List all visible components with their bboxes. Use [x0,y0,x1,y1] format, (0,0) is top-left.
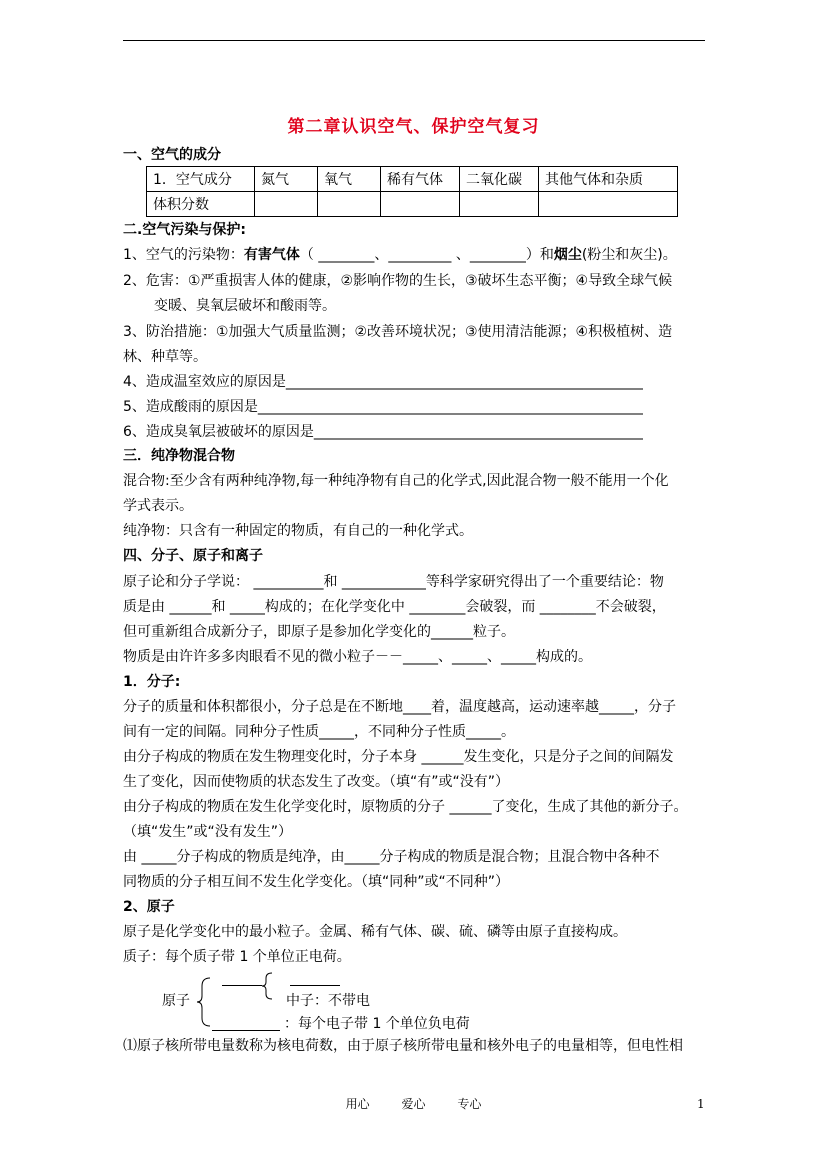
paragraph-line: 间有一定的间隔。同种分子性质_____，不同种分子性质_____。 [123,724,515,740]
paragraph-line: 变暖、臭氧层破坏和酸雨等。 [154,298,336,314]
paragraph-line: 同物质的分子相互间不发生化学变化。（填“同种”或“不同种”） [123,874,510,890]
paragraph-line: 林、种草等。 [123,349,207,365]
atom-label: 原子 [162,993,190,1009]
table-cell: 氧气 [318,167,381,192]
text: （ ________、_________ 、________）和 [299,247,554,263]
paragraph-line: 但可重新组合成新分子，即原子是参加化学变化的______粒子。 [123,624,515,640]
answer-blank [290,985,340,986]
section-2-heading: 二.空气污染与保护: [123,222,246,238]
air-composition-table [146,166,678,217]
question-line: 4、造成温室效应的原因是___________________________________________________ [123,374,643,390]
question-line: 5、造成酸雨的原因是_______________________________________________________ [123,399,643,415]
section-4-heading: 四、分子、原子和离子 [123,548,263,564]
question-line: 6、造成臭氧层被破坏的原因是_______________________________________________ [123,424,643,440]
paragraph-line: 质是由 ______和 _____构成的；在化学变化中 ________会破裂，而 ________不会破裂， [123,599,666,615]
answer-blank [212,1030,280,1031]
paragraph-line: 由分子构成的物质在发生物理变化时，分子本身 ______发生变化，只是分子之间的间隔发 [123,749,674,765]
answer-blank [222,985,262,986]
table-cell [381,192,460,217]
table-cell: 1．空气成分 [147,167,255,192]
paragraph-line: 物质是由许许多多肉眼看不见的微小粒子－－_____、_____、_____构成的。 [123,649,592,665]
paragraph-line: 学式表示。 [123,498,193,514]
neutron-label: 中子：不带电 [286,993,370,1009]
paragraph-line: 2、危害：①严重损害人体的健康，②影响作物的生长，③破坏生态平衡；④导致全球气候 [123,273,673,289]
table-row [147,167,678,192]
section-1-heading: 一、空气的成分 [123,147,221,163]
paragraph-line: 分子的质量和体积都很小，分子总是在不断地____着，温度越高，运动速率越_____，分子 [123,699,676,715]
paragraph-line: 由分子构成的物质在发生化学变化时，原物质的分子 ______了变化，生成了其他的新分子。 [123,799,688,815]
table-cell: 其他气体和杂质 [539,167,678,192]
subsection-molecule-heading: 1．分子: [123,674,181,690]
paragraph-line: 由 _____分子构成的物质是纯净，由_____分子构成的物质是混合物；且混合物中各种不 [123,849,660,865]
footer-word: 用心 [345,1097,370,1111]
paragraph-line: （填“发生”或“没有发生”） [123,824,293,840]
paragraph-line: 原子是化学变化中的最小粒子。金属、稀有气体、碳、硫、磷等由原子直接构成。 [123,924,627,940]
paragraph-line: 3、防治措施：①加强大气质量监测；②改善环境状况；③使用清洁能源；④积极植树、造 [123,324,673,340]
paragraph-line: 原子论和分子学说： __________和 ____________等科学家研究得出了一个重要结论：物 [123,574,664,590]
paragraph-line: ⑴原子核所带电量数称为核电荷数，由于原子核所带电量和核外电子的电量相等，但电性相 [123,1038,683,1054]
text: (粉尘和灰尘)。 [581,247,677,263]
table-cell: 氮气 [255,167,318,192]
paragraph-line: 质子：每个质子带 1 个单位正电荷。 [123,949,351,965]
table-cell: 二氧化碳 [460,167,539,192]
section-3-heading: 三．纯净物混合物 [123,448,235,464]
text-bold: 有害气体 [243,247,300,263]
header-rule [123,40,705,41]
table-row [147,192,678,217]
table-cell [460,192,539,217]
table-cell [255,192,318,217]
paragraph-line: 纯净物：只含有一种固定的物质，有自己的一种化学式。 [123,523,473,539]
table-cell: 稀有气体 [381,167,460,192]
footer-word: 爱心 [401,1097,426,1111]
table-cell [318,192,381,217]
paragraph-line: 生了变化，因而使物质的状态发生了改变。（填“有”或“没有”） [123,774,510,790]
page-number: 1 [697,1097,705,1111]
pollutants-line [123,245,677,265]
table-cell: 体积分数 [147,192,255,217]
footer-word: 专心 [457,1097,482,1111]
text-bold: 烟尘 [553,247,582,263]
table-cell [539,192,678,217]
subsection-atom-heading: 2、原子 [123,899,175,915]
text: 1、空气的污染物： [123,247,244,263]
paragraph-line: 混合物:至少含有两种纯净物,每一种纯净物有自己的化学式,因此混合物一般不能用一个化 [123,473,669,489]
electron-label: ：每个电子带 1 个单位负电荷 [284,1016,470,1032]
page-title: 第二章认识空气、保护空气复习 [287,117,540,137]
